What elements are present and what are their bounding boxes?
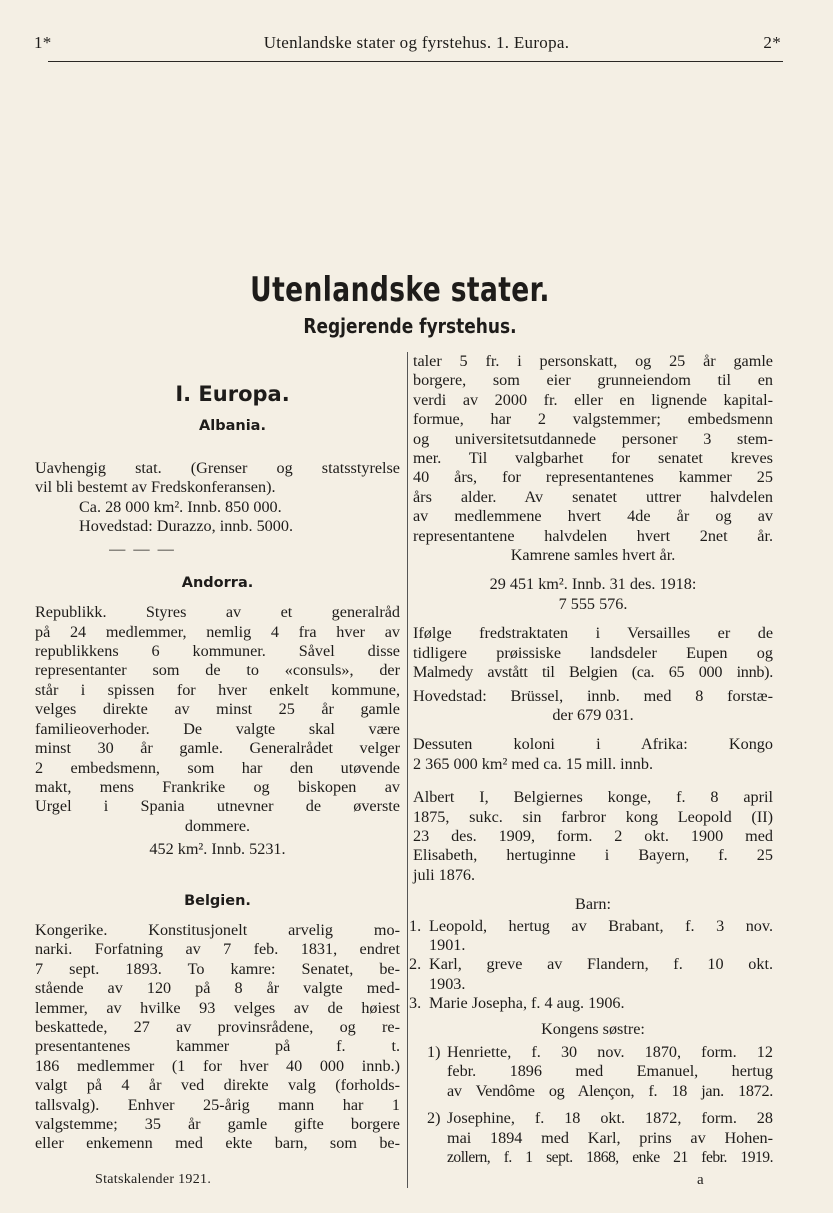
andorra-line: Urgel i Spania utnevner de øverste bbox=[35, 797, 400, 816]
children-heading: Barn: bbox=[575, 895, 611, 914]
albania-separator: — — — bbox=[109, 540, 176, 559]
belgien-line: formue, har 2 valgstemmer; embedsmenn bbox=[413, 410, 773, 429]
belgien-line: valgstemme; 35 år gamle gifte borgere bbox=[35, 1115, 400, 1133]
belgien-line: verdi av 2000 fr. eller en lignende kapital- bbox=[413, 390, 773, 409]
footer-signature-mark: a bbox=[697, 1172, 704, 1188]
belgien-stats-line: 29 451 km². Innb. 31 des. 1918: bbox=[489, 575, 697, 594]
belgien-text-right bbox=[413, 352, 773, 565]
albania-line: Ca. 28 000 km². Innb. 850 000. bbox=[79, 497, 282, 516]
sister-line: Josephine, f. 18 okt. 1872, form. 28 bbox=[447, 1109, 773, 1128]
sister-number: 1) bbox=[427, 1043, 441, 1061]
belgien-versailles bbox=[413, 624, 773, 682]
belgien-line: beskattede, 27 av provinsrådene, og re- bbox=[35, 1017, 400, 1036]
heading-andorra: Andorra. bbox=[181, 574, 254, 591]
page-title: Utenlandske stater. bbox=[250, 270, 550, 310]
belgien-line: tallsvalg). Enhver 25-årig mann har 1 bbox=[35, 1095, 400, 1114]
belgien-text-left bbox=[35, 921, 400, 1154]
andorra-line: familieoverhoder. De valgte skal være bbox=[35, 719, 400, 738]
belgien-line: Kongerike. Konstitusjonelt arvelig mo- bbox=[35, 920, 400, 939]
albania-line: vil bli bestemt av Fredskonferansen). bbox=[35, 478, 276, 497]
king-line: 1875, sukc. sin farbror kong Leopold (II) bbox=[413, 807, 773, 826]
belgien-line: narki. Forfatning av 7 feb. 1831, endret bbox=[35, 940, 400, 959]
andorra-line: 2 embedsmenn, som har den utøvende bbox=[35, 758, 400, 777]
section-heading-europa: I. Europa. bbox=[175, 382, 290, 406]
andorra-text bbox=[35, 603, 400, 859]
belgien-capital bbox=[413, 687, 773, 726]
albania-line: Hovedstad: Durazzo, innb. 5000. bbox=[79, 517, 293, 536]
right-column bbox=[409, 352, 773, 1167]
belgien-line: av medlemmene hvert 4de år og av bbox=[413, 507, 773, 526]
page-subtitle: Regjerende fyrstehus. bbox=[303, 314, 517, 338]
list-item bbox=[427, 1109, 773, 1167]
andorra-stats: 452 km². Innb. 5231. bbox=[149, 840, 286, 859]
versailles-line: Malmedy avstått til Belgien (ca. 65 000 innb). bbox=[413, 663, 773, 682]
sister-number: 2) bbox=[427, 1109, 441, 1128]
list-item bbox=[427, 1043, 773, 1101]
list-item bbox=[409, 994, 773, 1013]
child-line: Leopold, hertug av Brabant, f. 3 nov. bbox=[429, 916, 773, 935]
andorra-line: republikkens 6 kommuner. Såvel disse bbox=[35, 642, 400, 661]
sister-line: febr. 1896 med Emanuel, hertug bbox=[447, 1062, 773, 1081]
belgien-line: 186 medlemmer (1 for hver 40 000 innb.) bbox=[35, 1056, 400, 1075]
andorra-line: velges direkte av minst 25 år gamle bbox=[35, 700, 400, 719]
belgien-line: stående av 120 på 8 år valgte med- bbox=[35, 979, 400, 998]
belgien-colony bbox=[413, 735, 773, 774]
child-line: 1901. bbox=[429, 935, 466, 954]
versailles-line: tidligere prøissiske landsdeler Eupen og bbox=[413, 643, 773, 662]
list-item bbox=[409, 955, 773, 994]
child-line: 1903. bbox=[429, 974, 466, 993]
left-column bbox=[35, 382, 400, 1154]
belgien-line: lemmer, av hvilke 93 velges av de høiest bbox=[35, 998, 400, 1017]
belgien-stats bbox=[413, 575, 773, 614]
children-list bbox=[409, 917, 773, 1014]
sister-line: Henriette, f. 30 nov. 1870, form. 12 bbox=[447, 1043, 773, 1061]
header-left-signature: 1* bbox=[34, 33, 52, 52]
sister-line: mai 1894 med Karl, prins av Hohen- bbox=[447, 1128, 773, 1147]
belgien-line: 7 sept. 1893. To kamre: Senatet, be- bbox=[35, 959, 400, 978]
capital-line: der 679 031. bbox=[552, 705, 634, 724]
belgien-line: års alder. Av senatet uttrer halvdelen bbox=[413, 487, 773, 506]
sisters-list bbox=[427, 1043, 773, 1167]
king-line: 23 des. 1909, form. 2 okt. 1900 med bbox=[413, 826, 773, 845]
belgien-line: eller enkemenn med ekte barn, som be- bbox=[35, 1134, 400, 1153]
heading-albania: Albania. bbox=[199, 418, 266, 435]
footer-imprint: Statskalender 1921. bbox=[95, 1172, 212, 1187]
list-item bbox=[409, 917, 773, 956]
sister-line: av Vendôme og Alençon, f. 18 jan. 1872. bbox=[447, 1081, 773, 1100]
colony-line: 2 365 000 km² med ca. 15 mill. innb. bbox=[413, 754, 653, 773]
versailles-line: Ifølge fredstraktaten i Versailles er de bbox=[413, 624, 773, 643]
albania-line: Uavhengig stat. (Grenser og statsstyrelse bbox=[35, 458, 400, 477]
child-number: 2. bbox=[409, 955, 422, 974]
belgien-line: 40 års, for representantenes kammer 25 bbox=[413, 468, 773, 487]
andorra-line: makt, mens Frankrike og biskopen av bbox=[35, 777, 400, 796]
child-line: Marie Josepha, f. 4 aug. 1906. bbox=[429, 994, 625, 1013]
header-right-signature: 2* bbox=[763, 33, 781, 52]
heading-belgien: Belgien. bbox=[184, 892, 251, 909]
belgien-line: representantene halvdelen hvert 2net år. bbox=[413, 526, 773, 545]
andorra-line: representanter som de to «consuls», der bbox=[35, 661, 400, 680]
header-rule bbox=[48, 61, 783, 62]
andorra-line: på 24 medlemmer, nemlig 4 fra hver av bbox=[35, 622, 400, 641]
king-line: Albert I, Belgiernes konge, f. 8 april bbox=[413, 788, 773, 807]
belgien-line: og universitetsutdannede personer 3 stem- bbox=[413, 429, 773, 448]
andorra-line: minst 30 år gamle. Generalrådet velger bbox=[35, 739, 400, 758]
albania-text bbox=[35, 459, 400, 560]
sister-line: zollern, f. 1 sept. 1868, enke 21 febr. 1919. bbox=[447, 1149, 773, 1167]
belgien-line: taler 5 fr. i personskatt, og 25 år gamle bbox=[413, 352, 773, 370]
header-running-title: Utenlandske stater og fyrstehus. 1. Europa. bbox=[263, 33, 570, 52]
king-line: juli 1876. bbox=[413, 865, 476, 884]
king-entry bbox=[413, 788, 773, 885]
belgien-line: valgt på 4 år ved direkte valg (forholds- bbox=[35, 1076, 400, 1095]
colony-line: Dessuten koloni i Afrika: Kongo bbox=[413, 735, 773, 754]
sisters-heading: Kongens søstre: bbox=[541, 1019, 645, 1038]
belgien-stats-line: 7 555 576. bbox=[558, 594, 628, 613]
belgien-line: borgere, som eier grunneiendom til en bbox=[413, 371, 773, 390]
andorra-line: står i spissen for hver enkelt kommune, bbox=[35, 680, 400, 699]
child-number: 3. bbox=[409, 994, 422, 1013]
king-line: Elisabeth, hertuginne i Bayern, f. 25 bbox=[413, 846, 773, 865]
child-line: Karl, greve av Flandern, f. 10 okt. bbox=[429, 955, 773, 974]
andorra-line: Republikk. Styres av et generalråd bbox=[35, 603, 400, 622]
column-divider bbox=[407, 352, 408, 1188]
belgien-line: presentantenes kammer på f. t. bbox=[35, 1037, 400, 1056]
capital-line: Hovedstad: Brüssel, innb. med 8 forstæ- bbox=[413, 686, 773, 705]
belgien-line: Kamrene samles hvert år. bbox=[510, 546, 676, 565]
child-number: 1. bbox=[409, 916, 422, 935]
belgien-line: mer. Til valgbarhet for senatet kreves bbox=[413, 449, 773, 468]
andorra-line: dommere. bbox=[184, 816, 251, 835]
